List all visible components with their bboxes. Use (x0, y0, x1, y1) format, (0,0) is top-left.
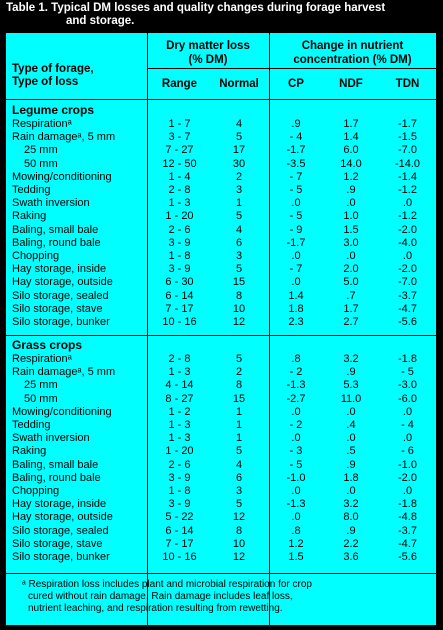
table-row (6, 316, 436, 329)
row-label: Hay storage, inside (12, 498, 107, 511)
cell-tdn: -5.6 (398, 551, 417, 563)
cell-normal: 6 (235, 236, 243, 249)
row-label: Hay storage, inside (12, 263, 107, 276)
cell-cp: - 2 (289, 419, 303, 431)
header-dm-line-1: Dry matter loss (166, 40, 250, 52)
cell-ndf: 11.0 (340, 392, 362, 405)
cell-range: 1 - 8 (168, 485, 191, 497)
row-label: Silo storage, bunker (12, 316, 110, 328)
cell-tdn: - 5 (401, 366, 414, 379)
table-row (6, 353, 436, 366)
cell-range: 7 - 27 (165, 144, 194, 157)
row-label: Baling, small bale (12, 223, 99, 236)
table-panel (5, 32, 437, 626)
cell-normal: 10 (232, 302, 246, 315)
cell-range: 2 - 6 (168, 458, 191, 471)
cell-ndf: 1.7 (343, 118, 359, 130)
row-label: Respirationᵃ (12, 353, 72, 365)
table-row (6, 419, 436, 432)
cell-cp: -2.7 (286, 392, 306, 405)
cell-range: 12 - 50 (162, 157, 197, 170)
header-nutr-line-2: concentration (% DM) (293, 54, 412, 66)
cell-range: 3 - 9 (168, 236, 191, 249)
row-label: Tedding (12, 419, 51, 431)
table-row (6, 276, 436, 289)
cell-ndf: .0 (346, 197, 356, 210)
row-label: 25 mm (24, 144, 58, 157)
cell-normal: 12 (232, 551, 246, 563)
row-label: Silo storage, stave (12, 537, 103, 550)
cell-tdn: -3.0 (398, 379, 417, 392)
cell-ndf: 3.0 (343, 236, 359, 249)
cell-tdn: -3.7 (398, 289, 417, 302)
cell-ndf: 1.0 (343, 210, 359, 223)
cell-tdn: -1.2 (398, 184, 417, 196)
cell-cp: - 2 (289, 366, 303, 379)
header-rule (147, 68, 436, 69)
table-row (6, 379, 436, 392)
table-row (6, 406, 436, 419)
cell-range: 2 - 8 (168, 184, 191, 196)
cell-cp: - 4 (289, 131, 303, 144)
header-col-cp: CP (288, 78, 304, 90)
footnote-line-3: nutrient leaching, and respiration resulting from rewetting. (28, 603, 283, 614)
cell-tdn: .0 (402, 485, 413, 497)
cell-ndf: .5 (346, 445, 356, 458)
cell-ndf: 5.3 (343, 379, 359, 392)
cell-tdn: -14.0 (394, 157, 421, 170)
row-label: Respirationᵃ (12, 118, 72, 130)
caption-line-2: and storage. (66, 15, 135, 27)
cell-tdn: -1.8 (398, 353, 417, 365)
cell-tdn: -4.0 (398, 236, 417, 249)
cell-normal: 3 (235, 184, 243, 196)
cell-cp: -1.3 (286, 379, 306, 392)
row-label: 50 mm (24, 157, 58, 170)
cell-cp: - 5 (289, 184, 303, 196)
cell-range: 4 - 14 (165, 379, 194, 392)
cell-tdn: -2.0 (398, 263, 417, 276)
cell-cp: 1.5 (288, 551, 304, 563)
cell-cp: - 9 (289, 223, 303, 236)
table-row (6, 303, 436, 316)
cell-range: 1 - 4 (168, 170, 191, 183)
header-col-range: Range (161, 78, 198, 90)
cell-range: 1 - 3 (168, 432, 191, 445)
cell-ndf: .0 (346, 405, 356, 418)
table-row (6, 472, 436, 485)
table-row (6, 210, 436, 223)
cell-cp: 1.8 (288, 302, 304, 315)
cell-normal: 4 (235, 458, 243, 471)
legume-title: Legume crops (12, 103, 95, 117)
cell-ndf: 3.2 (343, 353, 359, 365)
cell-range: 6 - 14 (165, 524, 194, 537)
cell-tdn: .0 (402, 250, 413, 262)
cell-tdn: -2.0 (398, 471, 417, 484)
cell-range: 3 - 9 (168, 498, 191, 511)
table-row (6, 432, 436, 445)
table-row (6, 393, 436, 406)
cell-normal: 5 (235, 498, 243, 511)
row-label: Chopping (12, 250, 60, 262)
cell-tdn: -1.4 (398, 170, 417, 183)
cell-normal: 12 (232, 511, 246, 524)
header-col-ndf: NDF (339, 78, 363, 90)
cell-tdn: -6.0 (398, 392, 417, 405)
cell-cp: - 5 (289, 458, 303, 471)
cell-normal: 5 (235, 131, 243, 144)
row-label: Chopping (12, 485, 60, 497)
cell-range: 7 - 17 (165, 302, 194, 315)
header-type-line-1: Type of forage, (12, 63, 94, 75)
cell-normal: 17 (232, 144, 246, 157)
cell-cp: -1.7 (286, 144, 306, 157)
row-label: Silo storage, sealed (12, 289, 109, 302)
header-dm-line-2: (% DM) (188, 54, 228, 66)
cell-cp: .8 (291, 524, 301, 537)
header-nutr-line-1: Change in nutrient (301, 40, 404, 52)
cell-range: 1 - 3 (168, 366, 191, 379)
row-label: Baling, round bale (12, 471, 101, 484)
cell-range: 2 - 8 (168, 353, 191, 365)
cell-cp: -1.7 (286, 236, 306, 249)
row-label: Raking (12, 210, 47, 223)
row-label: Swath inversion (12, 432, 90, 445)
cell-range: 3 - 9 (168, 263, 191, 276)
table-row (6, 237, 436, 250)
cell-cp: .0 (291, 511, 301, 524)
cell-cp: 1.2 (288, 537, 304, 550)
footnote-line-2: cured without rain damage. Rain damage includes leaf loss, (28, 591, 293, 602)
cell-ndf: 1.4 (343, 131, 359, 144)
cell-range: 1 - 20 (165, 445, 194, 458)
cell-normal: 5 (235, 445, 243, 458)
row-label: Silo storage, sealed (12, 524, 109, 537)
cell-ndf: 3.2 (343, 498, 359, 511)
cell-normal: 12 (232, 316, 246, 328)
footnote-line-1: ᵃ Respiration loss includes plant and microbial respiration for crop (22, 579, 312, 590)
cell-range: 8 - 27 (165, 392, 194, 405)
cell-tdn: -2.0 (398, 223, 417, 236)
cell-range: 3 - 7 (168, 131, 191, 144)
row-label: Rain damageᵃ, 5 mm (12, 131, 116, 144)
cell-tdn: -5.6 (398, 316, 417, 328)
cell-cp: -1.0 (286, 471, 306, 484)
cell-ndf: .9 (346, 366, 356, 379)
cell-cp: - 7 (289, 263, 303, 276)
grass-title: Grass crops (12, 338, 83, 352)
cell-ndf: 1.8 (343, 471, 359, 484)
row-label: 25 mm (24, 379, 58, 392)
cell-normal: 2 (235, 366, 243, 379)
cell-ndf: .0 (346, 485, 356, 497)
table-row (6, 290, 436, 303)
cell-tdn: -1.7 (398, 118, 417, 130)
row-label: 50 mm (24, 392, 58, 405)
cell-range: 10 - 16 (162, 316, 197, 328)
section-separator (6, 335, 436, 336)
cell-cp: -1.3 (286, 498, 306, 511)
row-label: Hay storage, outside (12, 511, 113, 524)
row-label: Silo storage, stave (12, 302, 103, 315)
cell-cp: .0 (291, 405, 301, 418)
cell-normal: 2 (235, 170, 243, 183)
cell-range: 1 - 2 (168, 405, 191, 418)
cell-normal: 8 (235, 379, 243, 392)
cell-ndf: 14.0 (340, 157, 362, 170)
cell-ndf: 1.5 (343, 223, 359, 236)
cell-ndf: .7 (346, 289, 356, 302)
cell-cp: .8 (291, 353, 301, 365)
cell-cp: .0 (291, 485, 301, 497)
cell-ndf: .0 (346, 250, 356, 262)
table-caption (6, 2, 436, 28)
cell-tdn: -7.0 (398, 144, 417, 157)
cell-range: 1 - 20 (165, 210, 194, 223)
cell-tdn: .0 (402, 432, 413, 445)
cell-tdn: -1.2 (398, 210, 417, 223)
cell-ndf: 1.2 (343, 170, 359, 183)
row-label: Baling, round bale (12, 236, 101, 249)
cell-range: 1 - 3 (168, 419, 191, 431)
cell-range: 7 - 17 (165, 537, 194, 550)
cell-ndf: 2.0 (343, 263, 359, 276)
footnote (22, 579, 428, 615)
cell-ndf: 2.2 (343, 537, 359, 550)
header-col-tdn: TDN (395, 78, 420, 90)
cell-normal: 8 (235, 289, 243, 302)
cell-range: 5 - 22 (165, 511, 194, 524)
cell-range: 1 - 3 (168, 197, 191, 210)
table-row (6, 445, 436, 458)
cell-cp: 2.3 (288, 316, 304, 328)
table-row (6, 525, 436, 538)
cell-normal: 4 (235, 118, 243, 130)
cell-tdn: -1.0 (398, 458, 417, 471)
cell-tdn: -7.0 (398, 276, 417, 289)
cell-tdn: -4.7 (398, 537, 417, 550)
cell-tdn: -4.8 (398, 511, 417, 524)
cell-tdn: .0 (402, 197, 413, 210)
cell-cp: 1.4 (288, 289, 304, 302)
table-row (6, 263, 436, 276)
table-row (6, 144, 436, 157)
cell-normal: 1 (235, 419, 243, 431)
cell-tdn: -4.7 (398, 302, 417, 315)
table-row (6, 250, 436, 263)
cell-cp: -3.5 (286, 157, 306, 170)
cell-ndf: 2.7 (343, 316, 359, 328)
header-dm-group (147, 39, 269, 67)
header-type-line-2: Type of loss (12, 76, 79, 88)
cell-normal: 15 (232, 276, 246, 289)
cell-tdn: - 4 (401, 419, 414, 431)
cell-range: 3 - 9 (168, 471, 191, 484)
footnote-separator (6, 573, 436, 574)
cell-ndf: .9 (346, 458, 356, 471)
table-row (6, 131, 436, 144)
cell-tdn: -1.8 (398, 498, 417, 511)
cell-normal: 10 (232, 537, 246, 550)
table-row (6, 158, 436, 171)
cell-ndf: .9 (346, 184, 356, 196)
row-label: Baling, small bale (12, 458, 99, 471)
row-label: Swath inversion (12, 197, 90, 210)
cell-cp: .9 (291, 118, 301, 130)
row-label: Silo storage, bunker (12, 551, 110, 563)
cell-range: 2 - 6 (168, 223, 191, 236)
row-label: Rain damageᵃ, 5 mm (12, 366, 116, 379)
table-row (6, 485, 436, 498)
cell-normal: 30 (232, 157, 246, 170)
table-row (6, 184, 436, 197)
row-label: Tedding (12, 184, 51, 196)
table-row (6, 538, 436, 551)
cell-normal: 3 (235, 250, 243, 262)
cell-normal: 8 (235, 524, 243, 537)
header-col-normal: Normal (219, 78, 259, 90)
cell-ndf: .4 (346, 419, 356, 431)
cell-ndf: .9 (346, 524, 356, 537)
table-row (6, 459, 436, 472)
cell-range: 1 - 8 (168, 250, 191, 262)
cell-ndf: 3.6 (343, 551, 359, 563)
cell-normal: 3 (235, 485, 243, 497)
table-row (6, 498, 436, 511)
cell-cp: .0 (291, 250, 301, 262)
cell-cp: .0 (291, 197, 301, 210)
row-label: Hay storage, outside (12, 276, 113, 289)
cell-tdn: - 6 (401, 445, 414, 458)
cell-range: 6 - 14 (165, 289, 194, 302)
caption-line-1: Table 1. Typical DM losses and quality changes during forage harvest (6, 2, 386, 14)
table-row (6, 171, 436, 184)
table-row (6, 366, 436, 379)
cell-tdn: .0 (402, 405, 413, 418)
table-row (6, 511, 436, 524)
cell-normal: 5 (235, 353, 243, 365)
table-header (6, 33, 436, 100)
table-row (6, 224, 436, 237)
table-row (6, 551, 436, 564)
cell-normal: 1 (235, 405, 243, 418)
header-type (12, 63, 94, 89)
cell-normal: 5 (235, 263, 243, 276)
cell-normal: 4 (235, 223, 243, 236)
cell-ndf: 6.0 (343, 144, 359, 157)
cell-normal: 1 (235, 197, 243, 210)
row-label: Mowing/conditioning (12, 170, 112, 183)
cell-range: 6 - 30 (165, 276, 194, 289)
cell-normal: 6 (235, 471, 243, 484)
cell-ndf: 5.0 (343, 276, 359, 289)
header-nutrient-group (269, 39, 436, 67)
table-row (6, 118, 436, 131)
cell-cp: - 7 (289, 170, 303, 183)
cell-ndf: 8.0 (343, 511, 359, 524)
table-row (6, 197, 436, 210)
cell-normal: 5 (235, 210, 243, 223)
cell-range: 1 - 7 (168, 118, 191, 130)
cell-cp: - 5 (289, 210, 303, 223)
cell-normal: 1 (235, 432, 243, 445)
cell-cp: - 3 (289, 445, 303, 458)
cell-ndf: .0 (346, 432, 356, 445)
row-label: Mowing/conditioning (12, 405, 112, 418)
cell-cp: .0 (291, 432, 301, 445)
cell-tdn: -3.7 (398, 524, 417, 537)
cell-cp: .0 (291, 276, 301, 289)
row-label: Raking (12, 445, 47, 458)
cell-normal: 15 (232, 392, 246, 405)
cell-ndf: 1.7 (343, 302, 359, 315)
cell-tdn: -1.5 (398, 131, 417, 144)
cell-range: 10 - 16 (162, 551, 197, 563)
